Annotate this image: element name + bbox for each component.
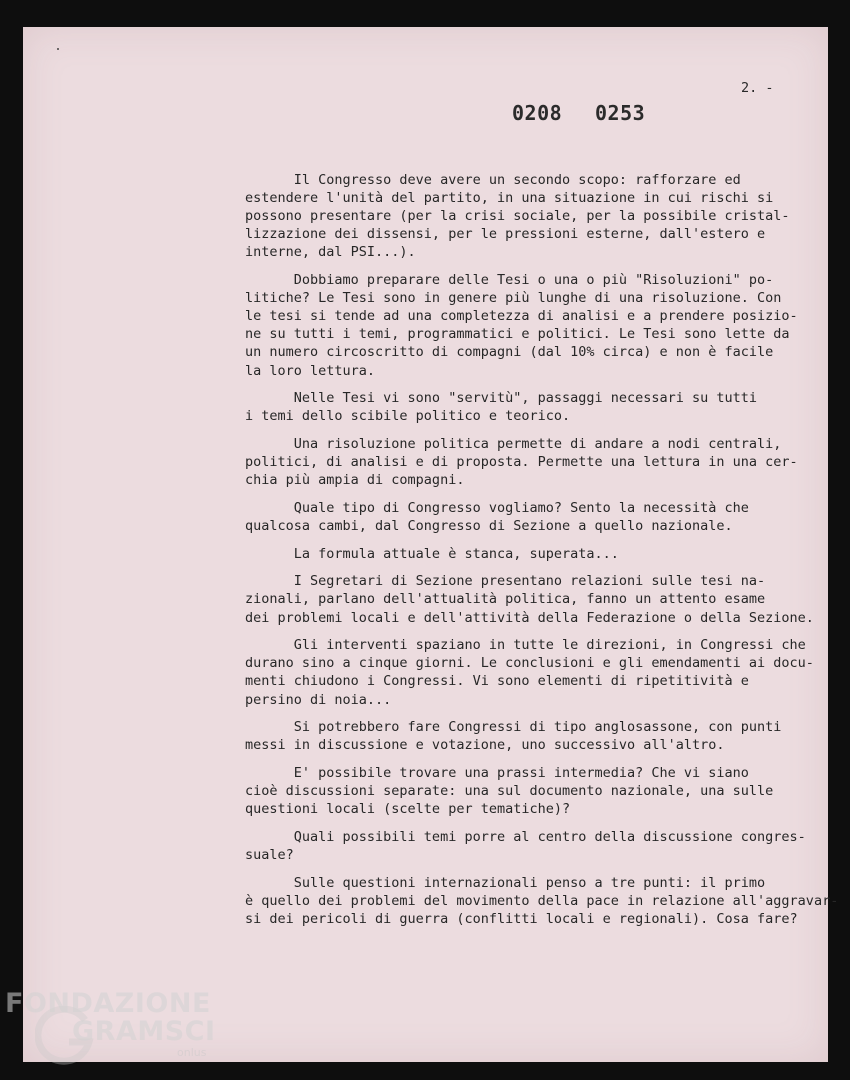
paragraph: [245, 271, 825, 380]
text-line: Quale tipo di Congresso vogliamo? Sento la necessità che: [245, 499, 749, 516]
text-line: Nelle Tesi vi sono "servitù", passaggi necessari su tutti: [245, 390, 758, 407]
archive-stamp-number-2: 0253: [595, 101, 646, 125]
text-line: Sulle questioni internazionali penso a tre punti: il primo: [245, 874, 766, 891]
page-number: 2. -: [741, 80, 774, 96]
paragraph: [245, 718, 825, 754]
text-line: litiche? Le Tesi sono in genere più lunghe di una risoluzione. Con: [245, 290, 782, 307]
text-line: chia più ampia di compagni.: [245, 472, 465, 489]
watermark-word-gramsci: GRAMSCI: [72, 1016, 216, 1047]
paragraph: [245, 828, 825, 864]
text-line: dei problemi locali e dell'attività della Federazione o della Sezione.: [245, 609, 814, 626]
text-line: è quello dei problemi del movimento della pace in relazione all'aggravar-: [245, 892, 839, 909]
document-body: [245, 171, 839, 938]
paragraph: [245, 572, 825, 626]
text-line: zionali, parlano dell'attualità politica, fanno un attento esame: [245, 591, 766, 608]
text-line: estendere l'unità del partito, in una situazione in cui rischi si: [245, 190, 774, 207]
fondazione-gramsci-watermark: [5, 988, 215, 1068]
text-line: durano sino a cinque giorni. Le conclusioni e gli emendamenti ai docu-: [245, 655, 814, 672]
text-line: cioè discussioni separate: una sul documento nazionale, una sulle: [245, 783, 774, 800]
paragraph: [245, 435, 825, 489]
text-line: Quali possibili temi porre al centro della discussione congres-: [245, 828, 806, 845]
paragraph: [245, 636, 825, 708]
text-line: qualcosa cambi, dal Congresso di Sezione a quello nazionale.: [245, 517, 733, 534]
text-line: messi in discussione e votazione, uno successivo all'altro.: [245, 737, 725, 754]
watermark-word-onlus: onlus: [177, 1046, 207, 1059]
watermark-word-fondazione: FONDAZIONE: [5, 988, 211, 1019]
paragraph: [245, 171, 825, 261]
paragraph: [245, 764, 825, 818]
text-line: Il Congresso deve avere un secondo scopo: rafforzare ed: [245, 172, 741, 188]
text-line: E' possibile trovare una prassi intermedia? Che vi siano: [245, 764, 749, 781]
text-line: interne, dal PSI...).: [245, 244, 416, 261]
text-line: I Segretari di Sezione presentano relazioni sulle tesi na-: [245, 573, 766, 590]
text-line: i temi dello scibile politico e teorico.: [245, 408, 571, 425]
text-line: le tesi si tende ad una completezza di analisi e a prendere posizio-: [245, 308, 798, 325]
text-line: questioni locali (scelte per tematiche)?: [245, 801, 571, 818]
text-line: Una risoluzione politica permette di andare a nodi centrali,: [245, 436, 782, 452]
text-line: La formula attuale è stanca, superata...: [245, 545, 619, 562]
text-line: Dobbiamo preparare delle Tesi o una o più "Risoluzioni" po-: [245, 272, 774, 289]
text-line: ne su tutti i temi, programmatici e politici. Le Tesi sono lette da: [245, 326, 790, 343]
text-line: politici, di analisi e di proposta. Permette una lettura in una cer-: [245, 454, 798, 471]
text-line: Gli interventi spaziano in tutte le direzioni, in Congressi che: [245, 637, 806, 654]
paragraph: [245, 874, 839, 928]
text-line: si dei pericoli di guerra (conflitti locali e regionali). Cosa fare?: [245, 910, 798, 927]
text-line: Si potrebbero fare Congressi di tipo anglosassone, con punti: [245, 719, 782, 736]
text-line: lizzazione dei dissensi, per le pressioni esterne, dall'estero e: [245, 226, 766, 243]
text-line: un numero circoscritto di compagni (dal 10% circa) e non è facile: [245, 344, 774, 361]
text-line: la loro lettura.: [245, 362, 376, 379]
paragraph: [245, 545, 825, 563]
paper-speck: [57, 48, 59, 50]
text-line: suale?: [245, 846, 294, 863]
paragraph: [245, 499, 825, 535]
text-line: possono presentare (per la crisi sociale, per la possibile cristal-: [245, 208, 790, 225]
text-line: menti chiudono i Congressi. Vi sono elementi di ripetitività e: [245, 673, 749, 690]
text-line: persino di noia...: [245, 691, 392, 708]
paragraph: [245, 389, 825, 425]
archive-stamp-number-1: 0208: [512, 101, 563, 125]
